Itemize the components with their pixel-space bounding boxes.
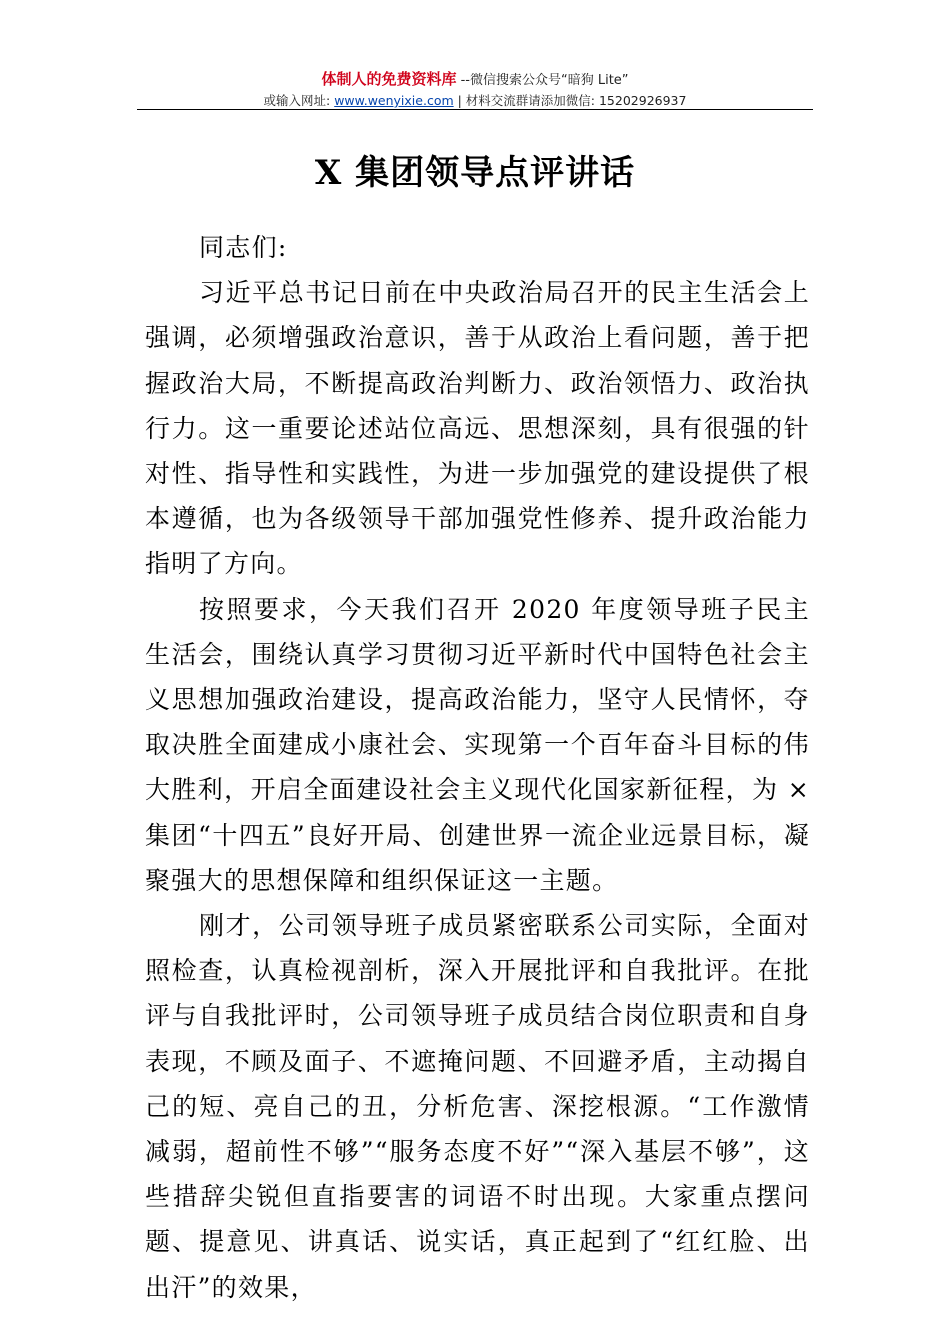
page-header (137, 68, 813, 110)
header-url-prefix: 或输入网址: (263, 93, 335, 108)
body-paragraph: 刚才，公司领导班子成员紧密联系公司实际，全面对照检查，认真检视剖析，深入开展批评和自我批评。在批评与自我批评时，公司领导班子成员结合岗位职责和自身表现，不顾及面子、不遮掩问题、不回避矛盾，主动揭自己的短、亮自己的丑，分析危害、深挖根源。“工作激情减弱，超前性不够”“服务态度不好”“深入基层不够”，这些措辞尖锐但直指要害的词语不时出现。大家重点摆问题、提意见、讲真话、说实话，真正起到了“红红脸、出出汗”的效果， (145, 911, 810, 1302)
header-divider (137, 109, 813, 110)
body-paragraph: 按照要求，今天我们召开 2020 年度领导班子民主生活会，围绕认真学习贯彻习近平新时代中国特色社会主义思想加强政治建设，提高政治能力，坚守人民情怀，夺取决胜全面建成小康社会、实现第一个百年奋斗目标的伟大胜利，开启全面建设社会主义现代化国家新征程，为 × 集团“十四五”良好开局、创建世界一流企业远景目标，凝聚强大的思想保障和组织保证这一主题。 (145, 594, 810, 895)
header-brand: 体制人的免费资料库 (321, 70, 457, 88)
header-contact-line (137, 92, 813, 110)
header-url-link[interactable]: www.wenyixie.com (334, 93, 454, 108)
body-paragraph: 习近平总书记日前在中央政治局召开的民主生活会上强调，必须增强政治意识，善于从政治上看问题，善于把握政治大局，不断提高政治判断力、政治领悟力、政治执行力。这一重要论述站位高远、思想深刻，具有很强的针对性、指导性和实践性，为进一步加强党的建设提供了根本遵循，也为各级领导干部加强党性修养、提升政治能力指明了方向。 (145, 278, 810, 579)
header-contact: | 材料交流群请添加微信: 15202926937 (453, 93, 687, 108)
header-banner (137, 68, 813, 92)
header-tagline: --微信搜索公众号“暗狗 Lite” (456, 73, 629, 88)
document-body (145, 225, 810, 1310)
document-title: X 集团领导点评讲话 (314, 153, 636, 193)
salutation: 同志们: (199, 233, 288, 262)
